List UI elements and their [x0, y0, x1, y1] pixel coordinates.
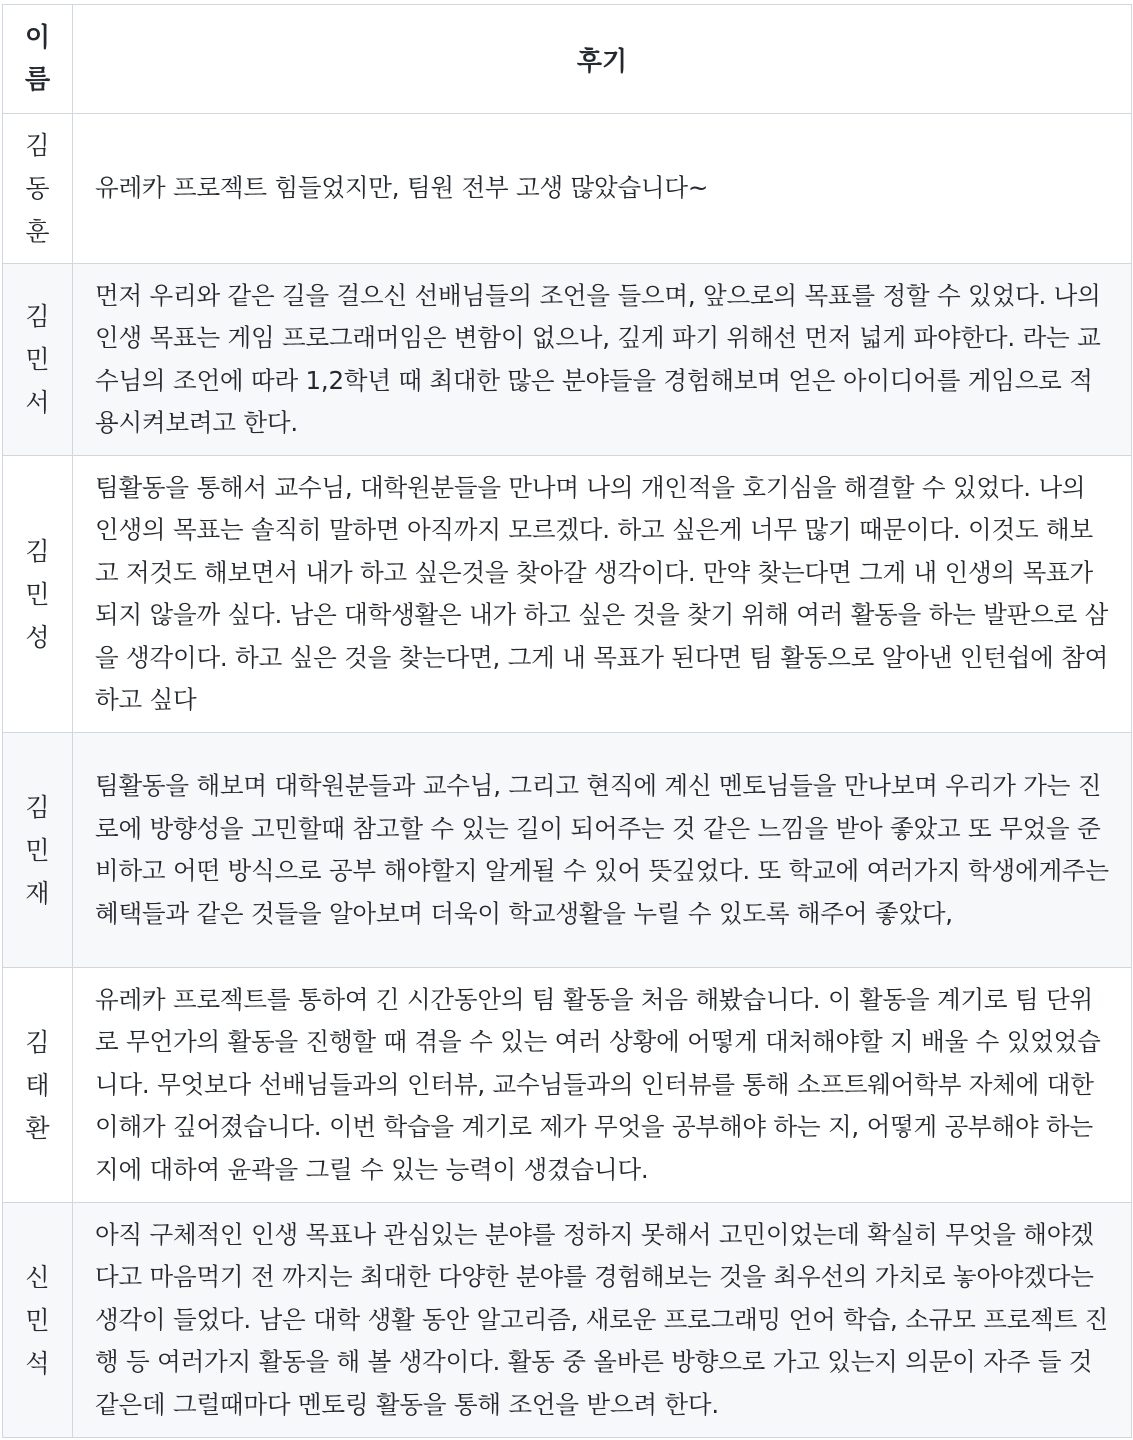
review-column-header: 후기 — [73, 5, 1132, 114]
member-name-char: 김 — [25, 792, 50, 822]
member-name-char: 민 — [25, 579, 50, 609]
member-name-char: 김 — [25, 536, 50, 566]
member-name-char: 민 — [25, 1305, 50, 1335]
member-review: 팀활동을 통해서 교수님, 대학원분들을 만나며 나의 개인적을 호기심을 해결할 수 있었다. 나의 인생의 목표는 솔직히 말하면 아직까지 모르겠다. 하고 싶은게 너무 많기 때문이다. 이것도 해보고 저것도 해보면서 내가 하고 싶은것을 찾아갈 생각이다. 만약 찾는다면 그게 내 인생의 목표가 되지 않을까 싶다. 남은 대학생활은 내가 하고 싶은 것을 찾기 위해 여러 활동을 하는 발판으로 삼을 생각이다. 하고 싶은 것을 찾는다면, 그게 내 목표가 된다면 팀 활동으로 알아낸 인턴쉽에 참여하고 싶다 — [73, 456, 1132, 733]
member-review: 아직 구체적인 인생 목표나 관심있는 분야를 정하지 못해서 고민이었는데 확실히 무엇을 해야겠다고 마음먹기 전 까지는 최대한 다양한 분야를 경험해보는 것을 최우선의 가치로 놓아야겠다는 생각이 들었다. 남은 대학 생활 동안 알고리즘, 새로운 프로그래밍 언어 학습, 소규모 프로젝트 진행 등 여러가지 활동을 해 볼 생각이다. 활동 중 올바른 방향으로 가고 있는지 의문이 자주 들 것 같은데 그럴때마다 멘토링 활동을 통해 조언을 받으려 한다. — [73, 1203, 1132, 1438]
member-name — [3, 968, 73, 1203]
review-table — [2, 4, 1132, 1438]
table-row — [3, 114, 1132, 264]
member-name-char: 서 — [25, 388, 50, 417]
header-name-char: 름 — [24, 65, 51, 95]
member-name-char: 김 — [25, 1027, 50, 1057]
table-row — [3, 456, 1132, 733]
member-name-char: 김 — [25, 302, 50, 331]
member-name-char: 재 — [25, 878, 50, 908]
header-row — [3, 5, 1132, 114]
member-name-char: 동 — [25, 174, 50, 203]
name-column-header — [3, 5, 73, 114]
member-name-char: 김 — [25, 131, 50, 160]
member-name-char: 훈 — [25, 217, 50, 246]
member-name-char: 성 — [25, 622, 50, 652]
member-name-char: 민 — [25, 345, 50, 374]
header-name-char: 이 — [24, 23, 51, 53]
table-row — [3, 968, 1132, 1203]
member-review: 먼저 우리와 같은 길을 걸으신 선배님들의 조언을 들으며, 앞으로의 목표를 정할 수 있었다. 나의 인생 목표는 게임 프로그래머임은 변함이 없으나, 깊게 파기 위해선 먼저 넓게 파야한다. 라는 교수님의 조언에 따라 1,2학년 때 최대한 많은 분야들을 경험해보며 얻은 아이디어를 게임으로 적용시켜보려고 한다. — [73, 264, 1132, 456]
table-row — [3, 264, 1132, 456]
table-row — [3, 733, 1132, 968]
member-name-char: 민 — [25, 835, 50, 865]
table-row — [3, 1203, 1132, 1438]
member-review: 유레카 프로젝트를 통하여 긴 시간동안의 팀 활동을 처음 해봤습니다. 이 활동을 계기로 팀 단위로 무언가의 활동을 진행할 때 겪을 수 있는 여러 상황에 어떻게 대처해야할 지 배울 수 있었었습니다. 무엇보다 선배님들과의 인터뷰, 교수님들과의 인터뷰를 통해 소프트웨어학부 자체에 대한 이해가 깊어졌습니다. 이번 학습을 계기로 제가 무엇을 공부해야 하는 지, 어떻게 공부해야 하는 지에 대하여 윤곽을 그릴 수 있는 능력이 생겼습니다. — [73, 968, 1132, 1203]
member-name — [3, 264, 73, 456]
member-name-char: 신 — [25, 1262, 50, 1292]
table-header — [3, 5, 1132, 114]
member-name — [3, 456, 73, 733]
member-name — [3, 733, 73, 968]
member-name-char: 태 — [25, 1070, 50, 1100]
member-name-char: 석 — [25, 1348, 50, 1378]
member-name-char: 환 — [25, 1113, 50, 1143]
member-name — [3, 1203, 73, 1438]
table-body — [3, 114, 1132, 1438]
member-review: 유레카 프로젝트 힘들었지만, 팀원 전부 고생 많았습니다~ — [73, 114, 1132, 264]
member-review: 팀활동을 해보며 대학원분들과 교수님, 그리고 현직에 계신 멘토님들을 만나보며 우리가 가는 진로에 방향성을 고민할때 참고할 수 있는 길이 되어주는 것 같은 느낌을 받아 좋았고 또 무었을 준비하고 어떤 방식으로 공부 해야할지 알게될 수 있어 뜻깊었다. 또 학교에 여러가지 학생에게주는 혜택들과 같은 것들을 알아보며 더욱이 학교생활을 누릴 수 있도록 해주어 좋았다, — [73, 733, 1132, 968]
member-name — [3, 114, 73, 264]
